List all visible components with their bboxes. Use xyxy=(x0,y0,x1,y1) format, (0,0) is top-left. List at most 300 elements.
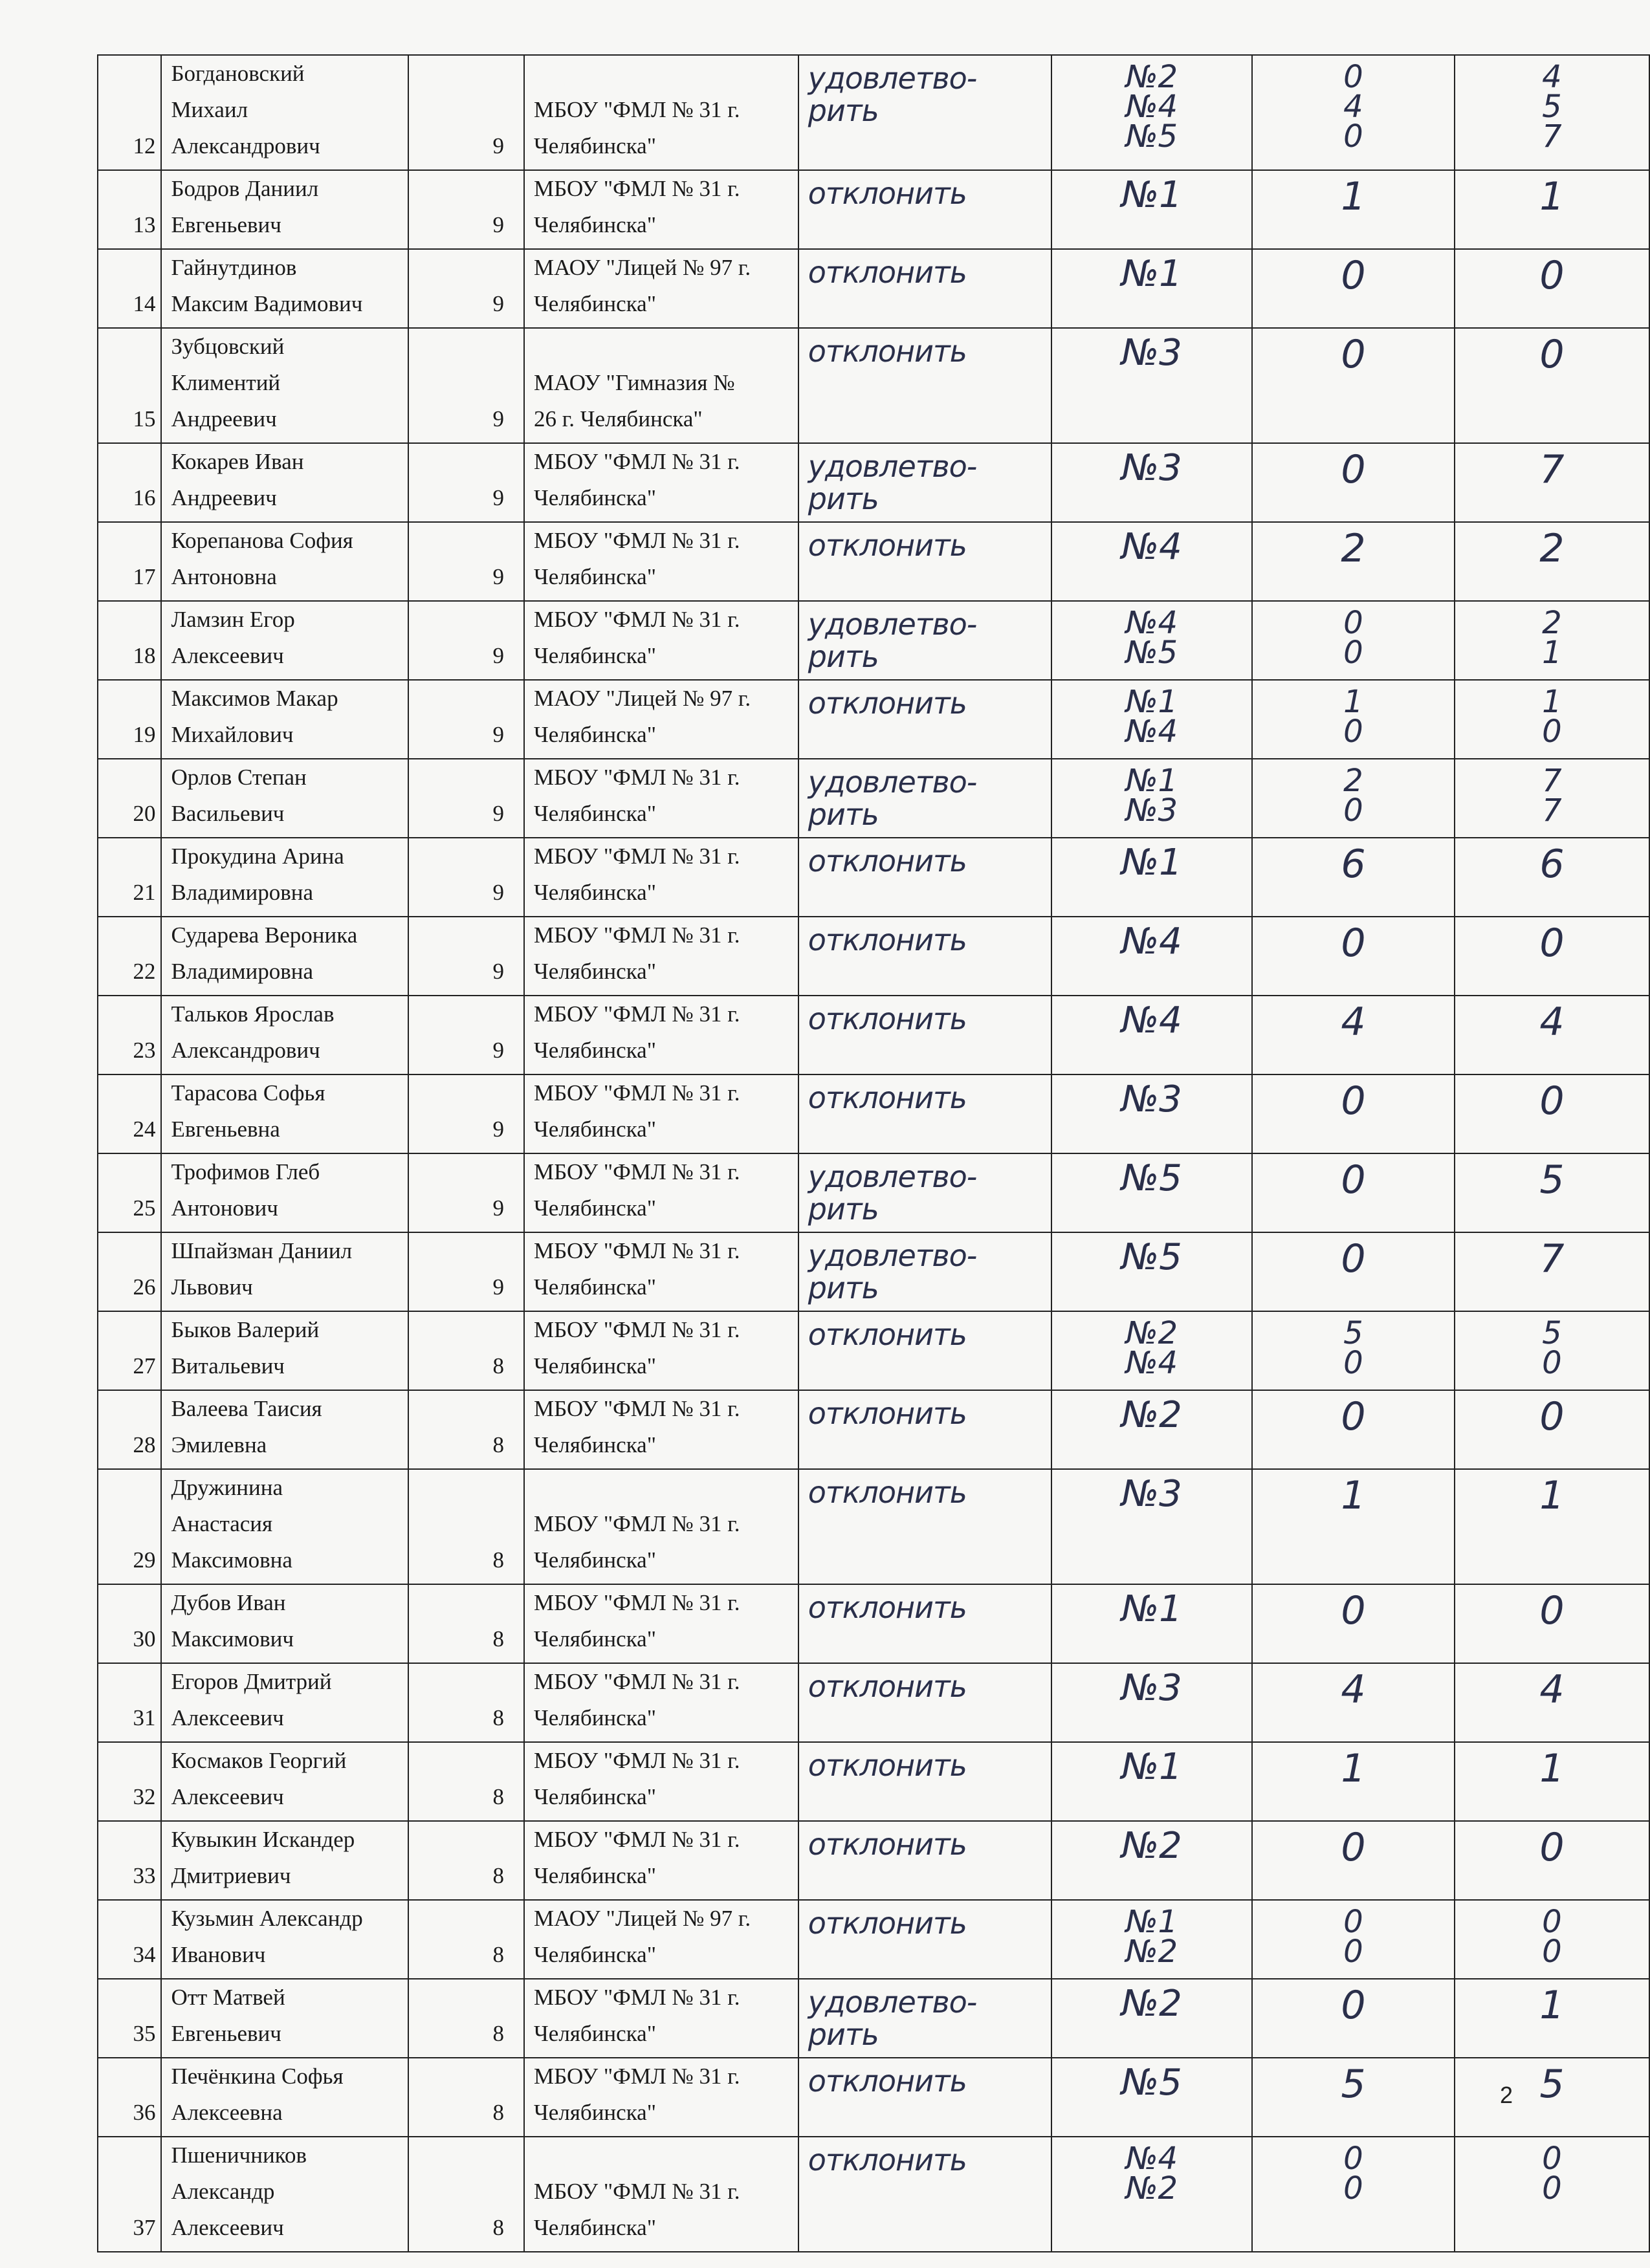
score-before-line: 2 xyxy=(1343,763,1363,799)
row-number-cell: 31 xyxy=(98,1663,161,1742)
score-after-line: 5 xyxy=(1542,89,1562,125)
participant-name-line: Евгеньевна xyxy=(171,1117,280,1142)
decision-line: отклонить xyxy=(808,334,967,369)
school-line: МАОУ "Лицей № 97 г. xyxy=(534,686,751,711)
score-after-line: 5 xyxy=(1542,1315,1562,1351)
school-cell xyxy=(524,996,798,1074)
score-before-cell xyxy=(1252,1742,1455,1821)
decision-cell xyxy=(798,680,1051,759)
score-after-line: 2 xyxy=(1539,526,1565,571)
grade-cell: 9 xyxy=(408,759,525,838)
score-after-cell xyxy=(1455,917,1649,996)
participant-name-line: Дружинина xyxy=(171,1475,283,1500)
participant-name-line: Алексеевич xyxy=(171,2215,284,2240)
participant-name-line: Васильевич xyxy=(171,801,285,826)
score-after-line: 0 xyxy=(1539,1588,1565,1633)
score-before-cell xyxy=(1252,917,1455,996)
decision-cell xyxy=(798,1900,1051,1979)
school-line: МБОУ "ФМЛ № 31 г. xyxy=(534,1238,740,1263)
score-before-line: 1 xyxy=(1341,1473,1366,1518)
row-number-cell: 25 xyxy=(98,1153,161,1232)
score-before-line: 4 xyxy=(1343,89,1363,125)
decision-line: рить xyxy=(808,639,879,674)
score-after-cell xyxy=(1455,170,1649,249)
score-before-cell xyxy=(1252,996,1455,1074)
score-before-cell xyxy=(1252,2058,1455,2137)
participant-name-line: Владимировна xyxy=(171,880,313,905)
problem-numbers-line: №4 xyxy=(1121,999,1182,1041)
grade-cell: 9 xyxy=(408,838,525,917)
score-after-line: 4 xyxy=(1539,999,1565,1045)
row-number-cell: 14 xyxy=(98,249,161,328)
participant-name-line: Александрович xyxy=(171,133,320,158)
score-after-line: 2 xyxy=(1542,605,1562,641)
problem-numbers-line: №3 xyxy=(1121,332,1182,374)
decision-cell xyxy=(798,2137,1051,2252)
participant-name-cell xyxy=(161,2058,408,2137)
decision-line: удовлетво- xyxy=(808,61,977,96)
row-number-cell: 23 xyxy=(98,996,161,1074)
participant-name-cell xyxy=(161,1663,408,1742)
table-row xyxy=(98,917,1649,996)
participant-name-cell xyxy=(161,443,408,522)
score-after-cell xyxy=(1455,1153,1649,1232)
decision-line: рить xyxy=(808,1192,879,1227)
score-before-line: 0 xyxy=(1341,1078,1366,1124)
grade-cell: 9 xyxy=(408,680,525,759)
grade-cell: 9 xyxy=(408,1153,525,1232)
participant-name-line: Быков Валерий xyxy=(171,1317,320,1342)
school-line: Челябинска" xyxy=(534,1863,656,1888)
school-cell xyxy=(524,917,798,996)
participant-name-line: Печёнкина Софья xyxy=(171,2064,344,2089)
school-line: 26 г. Челябинска" xyxy=(534,406,703,431)
score-after-cell xyxy=(1455,1311,1649,1390)
table-row xyxy=(98,1311,1649,1390)
problem-numbers-line: №5 xyxy=(1125,118,1178,155)
row-number-cell: 22 xyxy=(98,917,161,996)
row-number-cell: 29 xyxy=(98,1469,161,1584)
grade-cell: 9 xyxy=(408,55,525,170)
problem-numbers-line: №3 xyxy=(1121,447,1182,489)
decision-cell xyxy=(798,1742,1051,1821)
problem-numbers-cell xyxy=(1051,1311,1252,1390)
problem-numbers-cell xyxy=(1051,601,1252,680)
participant-name-line: Алексеевна xyxy=(171,2100,283,2125)
school-line: Челябинска" xyxy=(534,1038,656,1063)
participant-name-line: Прокудина Арина xyxy=(171,844,344,869)
participant-name-cell xyxy=(161,249,408,328)
decision-cell xyxy=(798,522,1051,601)
participant-name-line: Орлов Степан xyxy=(171,765,307,790)
decision-cell xyxy=(798,996,1051,1074)
score-after-line: 0 xyxy=(1539,921,1565,966)
grade-cell: 8 xyxy=(408,1900,525,1979)
problem-numbers-line: №5 xyxy=(1121,2062,1182,2104)
decision-line: удовлетво- xyxy=(808,607,977,642)
score-after-cell xyxy=(1455,838,1649,917)
score-before-line: 0 xyxy=(1341,1825,1366,1870)
problem-numbers-line: №5 xyxy=(1121,1236,1182,1278)
participant-name-cell xyxy=(161,917,408,996)
grade-cell: 8 xyxy=(408,2058,525,2137)
problem-numbers-line: №1 xyxy=(1121,1588,1182,1630)
score-before-line: 0 xyxy=(1343,1934,1363,1970)
participant-name-cell xyxy=(161,1900,408,1979)
problem-numbers-cell xyxy=(1051,917,1252,996)
problem-numbers-cell xyxy=(1051,1074,1252,1153)
decision-cell xyxy=(798,328,1051,443)
school-line: МБОУ "ФМЛ № 31 г. xyxy=(534,449,740,474)
school-line: МБОУ "ФМЛ № 31 г. xyxy=(534,1590,740,1615)
decision-line: отклонить xyxy=(808,255,967,290)
grade-cell: 8 xyxy=(408,1390,525,1469)
score-after-line: 1 xyxy=(1542,684,1562,720)
participant-name-line: Максимовна xyxy=(171,1547,292,1573)
participant-name-line: Максимов Макар xyxy=(171,686,338,711)
row-number-cell: 19 xyxy=(98,680,161,759)
problem-numbers-line: №4 xyxy=(1121,921,1182,963)
problem-numbers-cell xyxy=(1051,249,1252,328)
decision-line: рить xyxy=(808,797,879,832)
problem-numbers-cell xyxy=(1051,2058,1252,2137)
school-line: МБОУ "ФМЛ № 31 г. xyxy=(534,765,740,790)
score-before-line: 0 xyxy=(1341,1983,1366,2028)
decision-cell xyxy=(798,601,1051,680)
participant-name-line: Дмитриевич xyxy=(171,1863,291,1888)
school-line: МБОУ "ФМЛ № 31 г. xyxy=(534,1001,740,1027)
school-line: Челябинска" xyxy=(534,1784,656,1809)
grade-cell: 9 xyxy=(408,170,525,249)
problem-numbers-line: №1 xyxy=(1121,1746,1182,1788)
decision-line: отклонить xyxy=(808,1590,967,1625)
score-after-line: 0 xyxy=(1542,2141,1562,2177)
school-line: МБОУ "ФМЛ № 31 г. xyxy=(534,844,740,869)
school-line: Челябинска" xyxy=(534,1626,656,1652)
problem-numbers-line: №1 xyxy=(1121,174,1182,216)
score-after-cell xyxy=(1455,1390,1649,1469)
score-after-cell xyxy=(1455,1074,1649,1153)
score-before-cell xyxy=(1252,1900,1455,1979)
school-cell xyxy=(524,443,798,522)
score-after-line: 7 xyxy=(1542,763,1562,799)
school-line: МБОУ "ФМЛ № 31 г. xyxy=(534,1317,740,1342)
decision-line: отклонить xyxy=(808,1001,967,1036)
problem-numbers-line: №2 xyxy=(1125,1315,1178,1351)
score-after-cell xyxy=(1455,328,1649,443)
score-before-line: 0 xyxy=(1341,332,1366,377)
problem-numbers-cell xyxy=(1051,1979,1252,2058)
table-row xyxy=(98,249,1649,328)
grade-cell: 9 xyxy=(408,249,525,328)
problem-numbers-line: №2 xyxy=(1121,1394,1182,1436)
participant-name-line: Владимировна xyxy=(171,959,313,984)
score-after-line: 0 xyxy=(1542,714,1562,750)
school-line: МБОУ "ФМЛ № 31 г. xyxy=(534,922,740,948)
row-number-cell: 24 xyxy=(98,1074,161,1153)
score-before-line: 0 xyxy=(1343,1904,1363,1940)
score-before-cell xyxy=(1252,1584,1455,1663)
grade-cell: 8 xyxy=(408,1311,525,1390)
row-number-cell: 13 xyxy=(98,170,161,249)
decision-line: отклонить xyxy=(808,2064,967,2099)
decision-cell xyxy=(798,917,1051,996)
grade-cell: 9 xyxy=(408,917,525,996)
score-before-line: 0 xyxy=(1343,2141,1363,2177)
problem-numbers-line: №5 xyxy=(1121,1157,1182,1199)
score-before-line: 0 xyxy=(1343,1345,1363,1381)
decision-cell xyxy=(798,1469,1051,1584)
score-before-cell xyxy=(1252,838,1455,917)
participant-name-line: Евгеньевич xyxy=(171,212,281,237)
score-before-line: 0 xyxy=(1341,1394,1366,1439)
score-before-cell xyxy=(1252,1821,1455,1900)
participant-name-line: Антоновна xyxy=(171,564,277,589)
school-line: Челябинска" xyxy=(534,133,656,158)
table-row xyxy=(98,328,1649,443)
participant-name-line: Андреевич xyxy=(171,406,277,431)
participant-name-line: Иванович xyxy=(171,1942,266,1967)
score-before-cell xyxy=(1252,759,1455,838)
school-line: МБОУ "ФМЛ № 31 г. xyxy=(534,1080,740,1106)
table-row xyxy=(98,55,1649,170)
participant-name-cell xyxy=(161,328,408,443)
participant-name-line: Александр xyxy=(171,2179,275,2204)
score-before-line: 0 xyxy=(1343,2170,1363,2207)
decision-line: отклонить xyxy=(808,1080,967,1115)
decision-line: отклонить xyxy=(808,176,967,211)
participant-name-line: Максимович xyxy=(171,1626,294,1652)
score-after-line: 0 xyxy=(1539,1825,1565,1870)
school-line: Челябинска" xyxy=(534,722,656,747)
school-cell xyxy=(524,1469,798,1584)
decision-line: отклонить xyxy=(808,922,967,957)
score-after-line: 6 xyxy=(1539,842,1565,887)
participant-name-line: Гайнутдинов xyxy=(171,255,297,280)
grade-cell: 8 xyxy=(408,1663,525,1742)
problem-numbers-cell xyxy=(1051,1469,1252,1584)
score-before-cell xyxy=(1252,522,1455,601)
row-number-cell: 28 xyxy=(98,1390,161,1469)
school-line: МБОУ "ФМЛ № 31 г. xyxy=(534,2064,740,2089)
score-before-line: 0 xyxy=(1343,59,1363,95)
decision-line: отклонить xyxy=(808,1669,967,1704)
problem-numbers-line: №1 xyxy=(1125,684,1178,720)
problem-numbers-cell xyxy=(1051,996,1252,1074)
score-before-cell xyxy=(1252,443,1455,522)
table-row xyxy=(98,1663,1649,1742)
participant-name-line: Александрович xyxy=(171,1038,320,1063)
problem-numbers-cell xyxy=(1051,1742,1252,1821)
participant-name-line: Дубов Иван xyxy=(171,1590,286,1615)
score-before-cell xyxy=(1252,55,1455,170)
score-after-line: 1 xyxy=(1539,1473,1565,1518)
grade-cell: 9 xyxy=(408,522,525,601)
score-after-line: 7 xyxy=(1539,1236,1565,1281)
score-before-line: 0 xyxy=(1341,921,1366,966)
participant-name-line: Михаил xyxy=(171,97,248,122)
participant-name-line: Алексеевич xyxy=(171,643,284,668)
decision-line: удовлетво- xyxy=(808,1238,977,1273)
school-line: МАОУ "Лицей № 97 г. xyxy=(534,1906,751,1931)
school-line: Челябинска" xyxy=(534,801,656,826)
school-line: МБОУ "ФМЛ № 31 г. xyxy=(534,2179,740,2204)
school-cell xyxy=(524,1742,798,1821)
score-after-line: 1 xyxy=(1539,1746,1565,1791)
problem-numbers-cell xyxy=(1051,2137,1252,2252)
school-cell xyxy=(524,1311,798,1390)
school-line: МБОУ "ФМЛ № 31 г. xyxy=(534,1985,740,2010)
participant-name-cell xyxy=(161,2137,408,2252)
table-row xyxy=(98,759,1649,838)
school-cell xyxy=(524,170,798,249)
problem-numbers-line: №4 xyxy=(1125,605,1178,641)
school-line: Челябинска" xyxy=(534,2215,656,2240)
row-number-cell: 35 xyxy=(98,1979,161,2058)
participant-name-line: Витальевич xyxy=(171,1353,285,1379)
row-number-cell: 32 xyxy=(98,1742,161,1821)
table-row xyxy=(98,1900,1649,1979)
participant-name-cell xyxy=(161,996,408,1074)
decision-line: рить xyxy=(808,2017,879,2052)
row-number-cell: 27 xyxy=(98,1311,161,1390)
score-after-line: 0 xyxy=(1539,332,1565,377)
score-after-cell xyxy=(1455,1900,1649,1979)
participant-name-line: Кузьмин Александр xyxy=(171,1906,363,1931)
school-cell xyxy=(524,55,798,170)
problem-numbers-cell xyxy=(1051,1663,1252,1742)
school-line: МБОУ "ФМЛ № 31 г. xyxy=(534,176,740,201)
problem-numbers-line: №3 xyxy=(1125,792,1178,829)
school-line: Челябинска" xyxy=(534,1547,656,1573)
problem-numbers-cell xyxy=(1051,1390,1252,1469)
school-line: Челябинска" xyxy=(534,1432,656,1457)
participant-name-line: Валеева Таисия xyxy=(171,1396,322,1421)
problem-numbers-cell xyxy=(1051,1584,1252,1663)
decision-line: удовлетво- xyxy=(808,449,977,484)
score-after-line: 0 xyxy=(1542,2170,1562,2207)
participant-name-line: Кокарев Иван xyxy=(171,449,304,474)
score-before-cell xyxy=(1252,1469,1455,1584)
school-line: МБОУ "ФМЛ № 31 г. xyxy=(534,1827,740,1852)
problem-numbers-line: №4 xyxy=(1125,714,1178,750)
score-after-cell xyxy=(1455,1469,1649,1584)
participant-name-cell xyxy=(161,1584,408,1663)
score-after-cell xyxy=(1455,55,1649,170)
score-after-line: 7 xyxy=(1539,447,1565,492)
table-row xyxy=(98,1584,1649,1663)
grade-cell: 8 xyxy=(408,1469,525,1584)
decision-cell xyxy=(798,2058,1051,2137)
decision-line: отклонить xyxy=(808,528,967,563)
school-line: МБОУ "ФМЛ № 31 г. xyxy=(534,1511,740,1536)
decision-cell xyxy=(798,55,1051,170)
problem-numbers-line: №1 xyxy=(1121,842,1182,884)
decision-cell xyxy=(798,838,1051,917)
school-cell xyxy=(524,838,798,917)
problem-numbers-line: №2 xyxy=(1125,1934,1178,1970)
participant-name-cell xyxy=(161,838,408,917)
problem-numbers-line: №2 xyxy=(1125,59,1178,95)
problem-numbers-cell xyxy=(1051,1153,1252,1232)
decision-line: отклонить xyxy=(808,686,967,721)
score-before-line: 0 xyxy=(1341,1588,1366,1633)
decision-line: рить xyxy=(808,93,879,128)
participant-name-cell xyxy=(161,55,408,170)
table-row xyxy=(98,838,1649,917)
school-line: МАОУ "Лицей № 97 г. xyxy=(534,255,751,280)
grade-cell: 8 xyxy=(408,1584,525,1663)
problem-numbers-line: №2 xyxy=(1125,2170,1178,2207)
score-before-line: 0 xyxy=(1343,635,1363,671)
score-before-cell xyxy=(1252,2137,1455,2252)
table-row xyxy=(98,680,1649,759)
row-number-cell: 30 xyxy=(98,1584,161,1663)
participant-name-line: Шпайзман Даниил xyxy=(171,1238,353,1263)
problem-numbers-line: №3 xyxy=(1121,1473,1182,1515)
grade-cell: 9 xyxy=(408,443,525,522)
problem-numbers-line: №1 xyxy=(1125,1904,1178,1940)
score-before-line: 0 xyxy=(1341,253,1366,298)
school-line: МБОУ "ФМЛ № 31 г. xyxy=(534,1748,740,1773)
school-cell xyxy=(524,522,798,601)
problem-numbers-line: №2 xyxy=(1121,1825,1182,1867)
decision-line: отклонить xyxy=(808,1748,967,1783)
school-line: МАОУ "Гимназия № xyxy=(534,370,735,395)
table-row xyxy=(98,1074,1649,1153)
table-row xyxy=(98,1742,1649,1821)
score-after-cell xyxy=(1455,522,1649,601)
decision-cell xyxy=(798,443,1051,522)
row-number-cell: 36 xyxy=(98,2058,161,2137)
row-number-cell: 18 xyxy=(98,601,161,680)
score-after-cell xyxy=(1455,2137,1649,2252)
school-line: Челябинска" xyxy=(534,1274,656,1300)
decision-cell xyxy=(798,1584,1051,1663)
school-line: МБОУ "ФМЛ № 31 г. xyxy=(534,1396,740,1421)
score-after-line: 1 xyxy=(1539,1983,1565,2028)
participant-name-line: Егоров Дмитрий xyxy=(171,1669,332,1694)
table-row xyxy=(98,522,1649,601)
score-after-line: 7 xyxy=(1542,118,1562,155)
score-before-line: 1 xyxy=(1343,684,1363,720)
problem-numbers-line: №4 xyxy=(1125,2141,1178,2177)
participant-name-line: Космаков Георгий xyxy=(171,1748,347,1773)
score-before-cell xyxy=(1252,170,1455,249)
participant-name-line: Пшеничников xyxy=(171,2143,307,2168)
grade-cell: 9 xyxy=(408,996,525,1074)
decision-line: отклонить xyxy=(808,1317,967,1352)
participant-name-cell xyxy=(161,1232,408,1311)
participant-name-cell xyxy=(161,759,408,838)
score-after-line: 0 xyxy=(1542,1345,1562,1381)
participant-name-cell xyxy=(161,1074,408,1153)
problem-numbers-cell xyxy=(1051,443,1252,522)
table-row xyxy=(98,1390,1649,1469)
participant-name-cell xyxy=(161,1742,408,1821)
participant-name-line: Зубцовский xyxy=(171,334,285,359)
problem-numbers-line: №1 xyxy=(1125,763,1178,799)
problem-numbers-line: №4 xyxy=(1125,1345,1178,1381)
school-cell xyxy=(524,1900,798,1979)
school-cell xyxy=(524,759,798,838)
school-cell xyxy=(524,1821,798,1900)
participant-name-cell xyxy=(161,680,408,759)
score-after-cell xyxy=(1455,996,1649,1074)
score-after-line: 4 xyxy=(1539,1667,1565,1712)
grade-cell: 9 xyxy=(408,328,525,443)
score-after-line: 1 xyxy=(1539,174,1565,219)
